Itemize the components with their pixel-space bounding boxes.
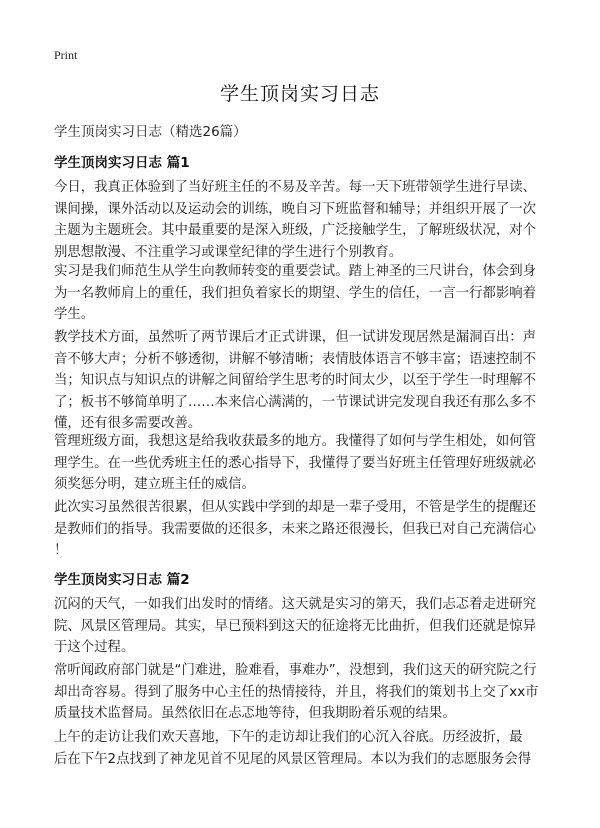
paragraph xyxy=(54,261,550,326)
text-line: 是教师们的指导。我需要做的还很多，未来之路还很漫长，但我已对自己充满信心 xyxy=(54,521,537,537)
text-line: 常听闻政府部门就是“门难进，脸难看，事难办”，没想到，我们这天的研究院之行 xyxy=(54,663,537,678)
text-line: 须奖惩分明，建立班主任的威信。 xyxy=(54,477,255,492)
text-line: 教学技术方面，虽然听了两节课后才正式讲课，但一试讲发现居然是漏洞百出：声 xyxy=(54,330,537,345)
text-line: 后在下午2点找到了神龙见首不见尾的风景区管理局。本以为我们的志愿服务会得 xyxy=(54,751,532,767)
paragraph xyxy=(54,727,550,770)
document-subtitle: 学生顶岗实习日志（精选26篇） xyxy=(54,124,247,140)
paragraph xyxy=(54,431,550,496)
text-line: 实习是我们师范生从学生向教师转变的重要尝试。踏上神圣的三尺讲台，体会到身 xyxy=(54,264,537,279)
text-line: 却出奇容易。得到了服务中心主任的热情接待，并且，将我们的策划书上交了xx市 xyxy=(54,684,539,700)
text-line: 课间操，课外活动以及运动会的训练，晚自习下班监督和辅导；并组织开展了一次 xyxy=(54,201,537,217)
section-heading-1: 学生顶岗实习日志 篇1 xyxy=(54,155,190,171)
text-line: ！ xyxy=(54,543,68,558)
text-line: 理学生。在一些优秀班主任的悉心指导下，我懂得了要当好班主任管理好班级就必 xyxy=(54,455,537,471)
text-line: 管理班级方面，我想这是给我收获最多的地方。我懂得了如何与学生相处，如何管 xyxy=(54,434,537,449)
text-line: 上午的走访让我们欢天喜地，下午的走访却让我们的心沉入谷底。历经波折，最 xyxy=(54,730,523,745)
text-line: 主题为主题班会。其中最重要的是深入班级，广泛接触学生，了解班级状况，对个 xyxy=(54,223,537,238)
paragraph xyxy=(54,660,550,725)
text-line: 音不够大声；分析不够透彻，讲解不够清晰；表情肢体语言不够丰富；语速控制不 xyxy=(54,351,537,367)
text-line: 今日，我真正体验到了当好班主任的不易及辛苦。每一天下班带领学生进行早读、 xyxy=(54,180,537,195)
text-line: 于这个过程。 xyxy=(54,640,135,655)
document-title: 学生顶岗实习日志 xyxy=(219,83,380,105)
paragraph xyxy=(54,327,550,435)
text-line: 院、风景区管理局。其实，早已预料到这天的征途将无比曲折，但我们还就是惊异 xyxy=(54,618,537,634)
text-line: 为一名教师肩上的重任，我们担负着家长的期望、学生的信任，一言一行都影响着 xyxy=(54,285,537,301)
text-line: 此次实习虽然很苦很累，但从实践中学到的却是一辈子受用，不管是学生的提醒还 xyxy=(54,500,537,515)
text-line: 沉闷的天气，一如我们出发时的情绪。这天就是实习的第天，我们忐忑着走进研究 xyxy=(54,597,537,612)
text-line: 了；板书不够简单明了……本来信心满满的，一节课试讲完发现自我还有那么多不 xyxy=(54,394,537,410)
text-line: 当；知识点与知识点的讲解之间留给学生思考的时间太少，以至于学生一时理解不 xyxy=(54,373,537,388)
text-line: 学生。 xyxy=(54,307,95,322)
print-link[interactable]: Print xyxy=(54,48,78,62)
section-heading-2: 学生顶岗实习日志 篇2 xyxy=(54,572,190,588)
paragraph xyxy=(54,177,550,263)
paragraph xyxy=(54,497,550,562)
paragraph xyxy=(54,594,550,659)
text-line: 别思想散漫、不注重学习或课堂纪律的学生进行个别教育。 xyxy=(54,244,403,260)
text-line: 质量技术监督局。虽然依旧在忐忑地等待，但我期盼着乐观的结果。 xyxy=(54,706,456,721)
text-line: 懂，还有很多需要改善。 xyxy=(54,416,202,431)
